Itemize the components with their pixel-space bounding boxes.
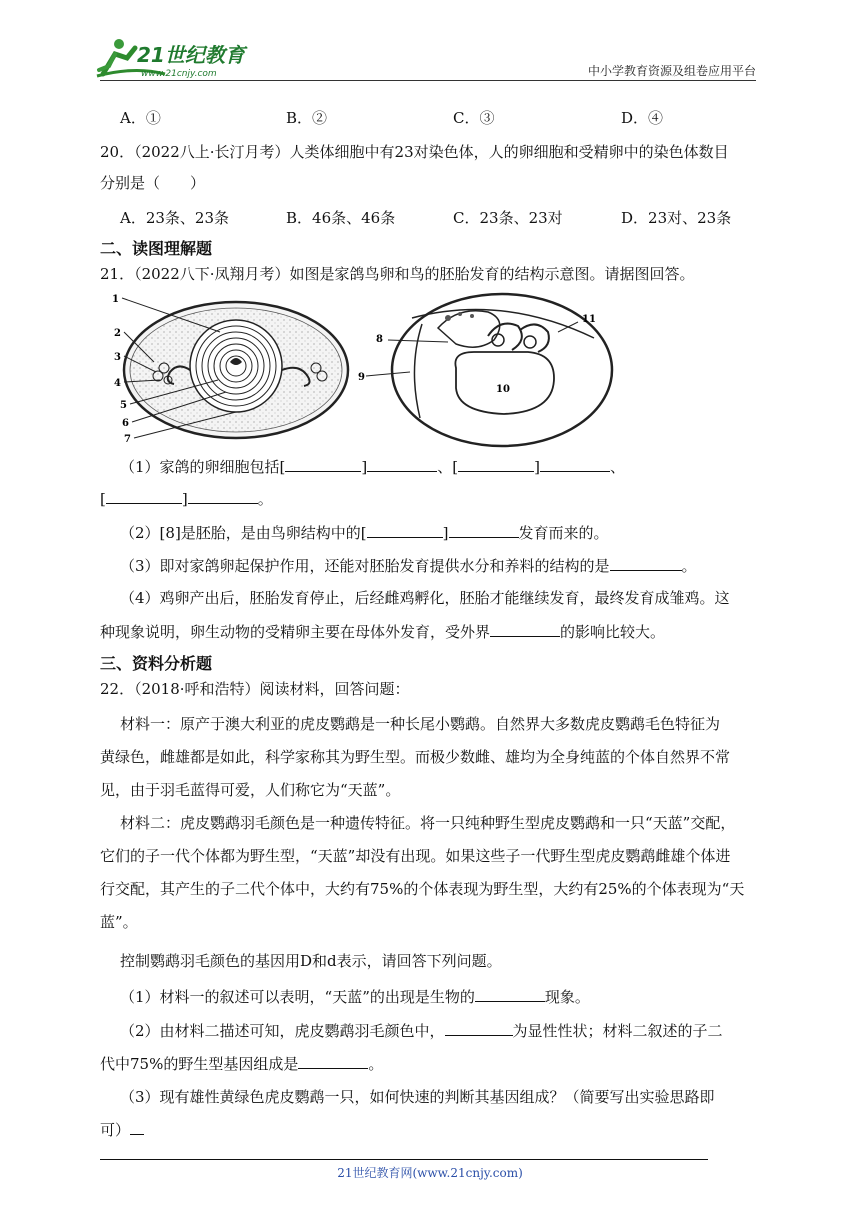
q21-stem: 21．（2022八下·凤翔月考）如图是家鸽鸟卵和鸟的胚胎发育的结构示意图。请据图回答。 xyxy=(100,265,695,283)
svg-text:7: 7 xyxy=(124,434,131,445)
q19-option-c: C．③ xyxy=(453,109,495,127)
footer-divider xyxy=(100,1159,708,1160)
q22-sub3-line1: （3）现有雄性黄绿色虎皮鹦鹉一只，如何快速的判断其基因组成？（简要写出实验思路即 xyxy=(120,1088,715,1106)
svg-text:5: 5 xyxy=(120,400,127,411)
q19-option-a: A．① xyxy=(120,109,161,127)
q20-option-a: A．23条、23条 xyxy=(120,209,230,227)
q22-material1-line2: 黄绿色，雌雄都是如此，科学家称其为野生型。而极少数雌、雄均为全身纯蓝的个体自然界不常 xyxy=(100,748,731,766)
q21-sub2: （2）[8]是胚胎，是由鸟卵结构中的[ ] 发育而来的。 xyxy=(120,521,609,544)
svg-text:1: 1 xyxy=(112,294,119,305)
svg-text:2: 2 xyxy=(114,328,121,339)
svg-text:www.21cnjy.com: www.21cnjy.com xyxy=(141,69,217,79)
footer-source: 21世纪教育网(www.21cnjy.com) xyxy=(337,1166,523,1180)
q22-sub3-line2: 可） xyxy=(100,1118,144,1141)
bird-egg-diagram xyxy=(112,294,348,445)
q21-sub1-line2: [ ] 。 xyxy=(100,487,273,510)
bird-egg-figure xyxy=(108,288,628,452)
q20-option-d: D．23对、23条 xyxy=(621,209,732,227)
q20-option-b: B．46条、46条 xyxy=(286,209,396,227)
q21-sub3: （3）即对家鸽卵起保护作用，还能对胚胎发育提供水分和养料的结构的是 。 xyxy=(120,554,697,577)
q21-sub4-line1: （4）鸡卵产出后，胚胎发育停止，后经雌鸡孵化，胚胎才能继续发育，最终发育成雏鸡。这 xyxy=(120,589,730,607)
section-title-reading: 二、读图理解题 xyxy=(100,239,213,258)
svg-text:10: 10 xyxy=(496,384,510,395)
embryo-development-diagram xyxy=(358,294,612,446)
svg-text:4: 4 xyxy=(114,378,121,389)
platform-name: 中小学教育资源及组卷应用平台 xyxy=(587,64,756,78)
q19-option-b: B．② xyxy=(286,109,328,127)
q20-stem-line2: 分别是（ ） xyxy=(100,174,206,192)
svg-text:3: 3 xyxy=(114,352,121,363)
q22-sub2-line1: （2）由材料二描述可知，虎皮鹦鹉羽毛颜色中， 为显性性状；材料二叙述的子二 xyxy=(120,1019,723,1042)
q22-material1-line3: 见，由于羽毛蓝得可爱，人们称它为“天蓝”。 xyxy=(100,781,401,799)
q21-sub1-line1: （1）家鸽的卵细胞包括[ ] 、[ ] 、 xyxy=(120,455,625,478)
q22-material2-line1: 材料二：虎皮鹦鹉羽毛颜色是一种遗传特征。将一只纯种野生型虎皮鹦鹉和一只“天蓝”交配， xyxy=(120,814,736,832)
svg-text:11: 11 xyxy=(582,314,596,325)
q20-option-c: C．23条、23对 xyxy=(453,209,563,227)
q22-material2-line3: 行交配，其产生的子二代个体中，大约有75%的个体表现为野生型，大约有25%的个体表现为“天 xyxy=(100,880,745,898)
header-divider xyxy=(100,80,756,81)
svg-text:21世纪教育: 21世纪教育 xyxy=(137,43,245,67)
q19-option-d: D．④ xyxy=(621,109,664,127)
q22-stem: 22．（2018·呼和浩特）阅读材料，回答问题： xyxy=(100,680,410,698)
q22-material1-line1: 材料一：原产于澳大利亚的虎皮鹦鹉是一种长尾小鹦鹉。自然界大多数虎皮鹦鹉毛色特征为 xyxy=(120,715,721,733)
q22-material2-line4: 蓝”。 xyxy=(100,913,138,931)
q21-sub4-line2: 种现象说明，卵生动物的受精卵主要在母体外发育，受外界 的影响比较大。 xyxy=(100,620,665,643)
q22-material2-line2: 它们的子一代个体都为野生型，“天蓝”却没有出现。如果这些子一代野生型虎皮鹦鹉雌雄个体进 xyxy=(100,847,731,865)
q20-stem-line1: 20．（2022八上·长汀月考）人类体细胞中有23对染色体，人的卵细胞和受精卵中的染色体数目 xyxy=(100,143,729,161)
q22-sub2-line2: 代中75%的野生型基因组成是 。 xyxy=(100,1052,383,1075)
svg-text:6: 6 xyxy=(122,418,129,429)
section-title-material: 三、资料分析题 xyxy=(100,654,213,673)
svg-text:9: 9 xyxy=(358,372,365,383)
q22-gene-note: 控制鹦鹉羽毛颜色的基因用D和d表示，请回答下列问题。 xyxy=(120,952,502,970)
site-logo xyxy=(95,36,265,82)
svg-text:8: 8 xyxy=(376,334,383,345)
q22-sub1: （1）材料一的叙述可以表明，“天蓝”的出现是生物的 现象。 xyxy=(120,985,590,1008)
